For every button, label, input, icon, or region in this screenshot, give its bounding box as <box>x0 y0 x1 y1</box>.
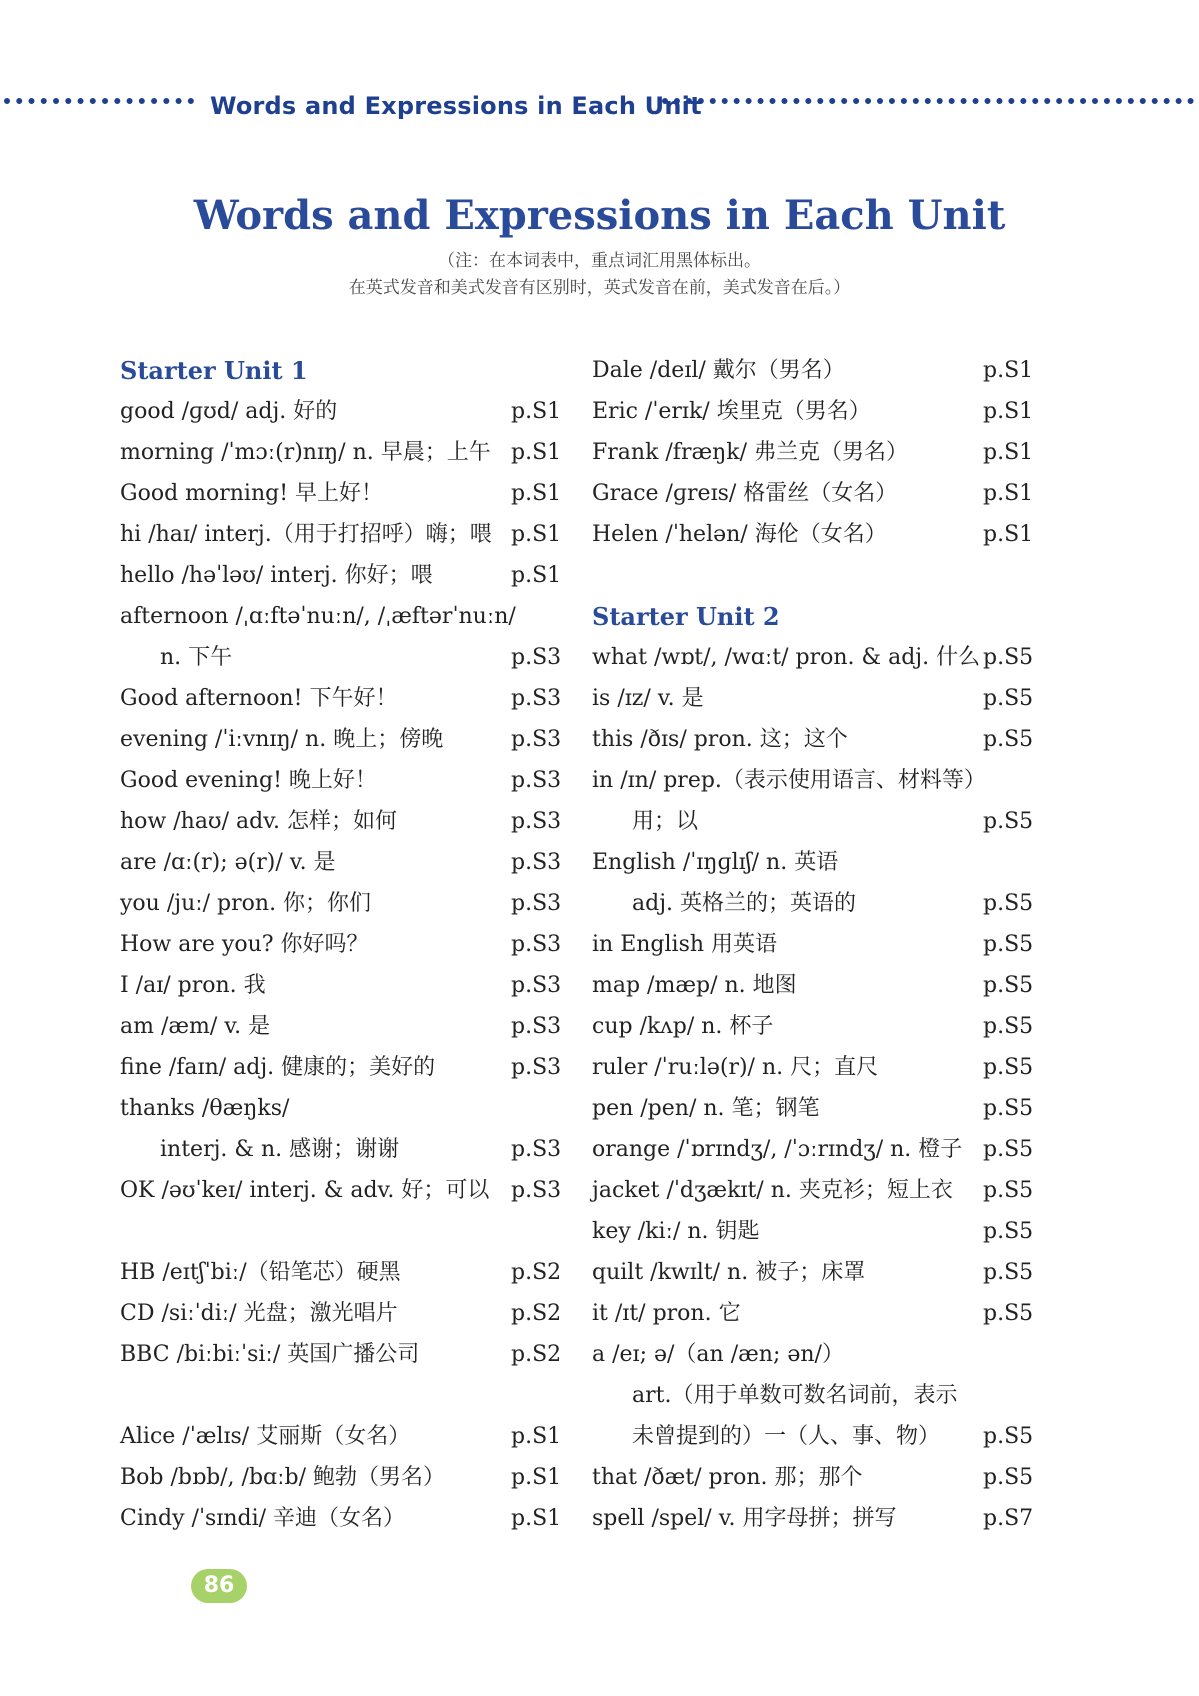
page-number-badge: 86 <box>191 1569 247 1603</box>
entry-text: art.（用于单数可数名词前，表示 <box>632 1383 958 1408</box>
vocab-entry <box>592 678 1032 719</box>
entry-text: thanks /θæŋks/ <box>120 1096 290 1121</box>
page-reference: p.S1 <box>983 358 1034 383</box>
entry-text: hi /haɪ/ interj.（用于打招呼）嗨；喂 <box>120 522 492 547</box>
vocab-entry <box>592 350 1032 391</box>
page-reference: p.S3 <box>511 645 562 670</box>
page-reference: p.S5 <box>983 1465 1034 1490</box>
entry-text: I /aɪ/ pron. 我 <box>120 973 266 998</box>
vocab-entry <box>592 1170 1032 1211</box>
page-reference: p.S1 <box>511 1506 562 1531</box>
vocab-entry <box>592 760 1032 801</box>
page-reference: p.S5 <box>983 1137 1034 1162</box>
note-line-2: 在英式发音和美式发音有区别时，英式发音在前，美式发音在后。） <box>348 278 851 298</box>
entry-text: you /juː/ pron. 你；你们 <box>120 891 372 916</box>
page-reference: p.S5 <box>983 727 1034 752</box>
vocab-entry <box>592 637 1032 678</box>
entry-text: quilt /kwɪlt/ n. 被子；床罩 <box>592 1260 866 1285</box>
entry-text: what /wɒt/, /wɑːt/ pron. & adj. 什么 <box>592 645 981 670</box>
page-reference: p.S1 <box>511 440 562 465</box>
vocab-entry <box>592 1129 1032 1170</box>
entry-text: BBC /biːbiːˈsiː/ 英国广播公司 <box>120 1342 420 1367</box>
entry-text: Bob /bɒb/, /bɑːb/ 鲍勃（男名） <box>120 1465 446 1490</box>
page-reference: p.S5 <box>983 1219 1034 1244</box>
vocab-entry <box>120 1416 560 1457</box>
vocab-entry <box>120 473 560 514</box>
entry-text: cup /kʌp/ n. 杯子 <box>592 1014 774 1039</box>
vocab-entry <box>120 596 560 637</box>
vocab-entry <box>592 883 1032 924</box>
page-reference: p.S3 <box>511 1137 562 1162</box>
vocab-entry <box>120 1252 560 1293</box>
vocab-entry <box>120 719 560 760</box>
vocab-entry <box>592 1088 1032 1129</box>
entry-text: good /ɡʊd/ adj. 好的 <box>120 399 338 424</box>
entry-text: n. 下午 <box>160 645 233 670</box>
unit-heading <box>120 350 560 391</box>
page-reference: p.S3 <box>511 1055 562 1080</box>
vocab-entry <box>120 1457 560 1498</box>
page-reference: p.S5 <box>983 1301 1034 1326</box>
vocab-entry <box>120 965 560 1006</box>
entry-text: adj. 英格兰的；英语的 <box>632 891 857 916</box>
entry-text: Good evening! 晚上好！ <box>120 768 377 793</box>
page-reference: p.S1 <box>511 1424 562 1449</box>
vocab-entry <box>120 883 560 924</box>
vocab-entry <box>120 391 560 432</box>
vocab-entry <box>120 1047 560 1088</box>
left-column <box>120 350 560 1539</box>
vocab-entry <box>120 1006 560 1047</box>
unit-heading-text: Starter Unit 1 <box>120 356 308 385</box>
entry-text: how /haʊ/ adv. 怎样；如何 <box>120 809 397 834</box>
vocab-entry <box>120 1129 560 1170</box>
vocab-entry <box>592 391 1032 432</box>
page-reference: p.S5 <box>983 645 1034 670</box>
vocab-entry <box>592 801 1032 842</box>
entry-text: in English 用英语 <box>592 932 778 957</box>
page-reference: p.S2 <box>511 1301 562 1326</box>
page-reference: p.S1 <box>983 440 1034 465</box>
vocab-entry <box>592 719 1032 760</box>
page-reference: p.S1 <box>983 522 1034 547</box>
page-reference: p.S3 <box>511 1014 562 1039</box>
vocab-entry <box>592 1211 1032 1252</box>
vocab-entry <box>120 555 560 596</box>
vocab-entry <box>592 842 1032 883</box>
vocab-entry <box>592 965 1032 1006</box>
entry-text: is /ɪz/ v. 是 <box>592 686 704 711</box>
page-reference: p.S3 <box>511 850 562 875</box>
vocab-entry <box>120 432 560 473</box>
entry-text: that /ðæt/ pron. 那；那个 <box>592 1465 863 1490</box>
running-header <box>0 92 1199 132</box>
vocab-entry <box>120 1334 560 1375</box>
header-dots-right <box>662 98 1194 114</box>
entry-text: this /ðɪs/ pron. 这；这个 <box>592 727 848 752</box>
entry-text: ruler /ˈruːlə(r)/ n. 尺；直尺 <box>592 1055 879 1080</box>
vocab-entry <box>120 637 560 678</box>
entry-text: 用；以 <box>632 809 699 834</box>
page-reference: p.S1 <box>511 563 562 588</box>
page-reference: p.S5 <box>983 1424 1034 1449</box>
spacer <box>120 1375 560 1416</box>
entry-text: Dale /deɪl/ 戴尔（男名） <box>592 358 845 383</box>
unit-heading <box>592 596 1032 637</box>
page-reference: p.S5 <box>983 1055 1034 1080</box>
page-reference: p.S1 <box>511 1465 562 1490</box>
vocab-entry <box>592 1457 1032 1498</box>
page-reference: p.S3 <box>511 809 562 834</box>
entry-text: 未曾提到的）一（人、事、物） <box>632 1424 941 1449</box>
vocab-entry <box>120 760 560 801</box>
vocab-entry <box>120 842 560 883</box>
page-reference: p.S3 <box>511 1178 562 1203</box>
vocab-entry <box>120 1088 560 1129</box>
page-reference: p.S3 <box>511 891 562 916</box>
entry-text: orange /ˈɒrɪndʒ/, /ˈɔːrɪndʒ/ n. 橙子 <box>592 1137 963 1162</box>
vocab-entry <box>592 1416 1032 1457</box>
vocab-entry <box>592 473 1032 514</box>
page-reference: p.S5 <box>983 891 1034 916</box>
vocab-entry <box>592 1334 1032 1375</box>
page-reference: p.S5 <box>983 1014 1034 1039</box>
entry-text: in /ɪn/ prep.（表示使用语言、材料等） <box>592 768 986 793</box>
entry-text: pen /pen/ n. 笔；钢笔 <box>592 1096 820 1121</box>
page-reference: p.S5 <box>983 1096 1034 1121</box>
spacer <box>592 555 1032 596</box>
entry-text: fine /faɪn/ adj. 健康的；美好的 <box>120 1055 436 1080</box>
running-header-text: Words and Expressions in Each Unit <box>210 92 702 120</box>
page-reference: p.S5 <box>983 686 1034 711</box>
entry-text: How are you? 你好吗？ <box>120 932 369 957</box>
page-reference: p.S3 <box>511 973 562 998</box>
page-title: Words and Expressions in Each Unit <box>193 192 1006 239</box>
entry-text: English /ˈɪŋɡlɪʃ/ n. 英语 <box>592 850 839 875</box>
entry-text: key /kiː/ n. 钥匙 <box>592 1219 760 1244</box>
entry-text: CD /siːˈdiː/ 光盘；激光唱片 <box>120 1301 398 1326</box>
vocab-entry <box>120 801 560 842</box>
entry-text: interj. & n. 感谢；谢谢 <box>160 1137 400 1162</box>
vocab-entry <box>120 514 560 555</box>
vocab-entry <box>592 1047 1032 1088</box>
page-reference: p.S5 <box>983 809 1034 834</box>
right-column <box>592 350 1032 1539</box>
entry-text: hello /həˈləʊ/ interj. 你好；喂 <box>120 563 433 588</box>
header-dots-left <box>4 98 194 114</box>
entry-text: Good afternoon! 下午好！ <box>120 686 398 711</box>
vocab-entry <box>592 1252 1032 1293</box>
entry-text: Alice /ˈælɪs/ 艾丽斯（女名） <box>120 1424 411 1449</box>
page-reference: p.S1 <box>511 522 562 547</box>
vocab-entry <box>592 924 1032 965</box>
entry-text: jacket /ˈdʒækɪt/ n. 夹克衫；短上衣 <box>592 1178 953 1203</box>
vocab-entry <box>120 1498 560 1539</box>
page-reference: p.S1 <box>983 481 1034 506</box>
page-reference: p.S2 <box>511 1260 562 1285</box>
entry-text: it /ɪt/ pron. 它 <box>592 1301 741 1326</box>
vocab-entry <box>592 1498 1032 1539</box>
unit-heading-text: Starter Unit 2 <box>592 602 780 631</box>
page-reference: p.S1 <box>511 399 562 424</box>
page-reference: p.S2 <box>511 1342 562 1367</box>
vocab-entry <box>592 432 1032 473</box>
page-reference: p.S5 <box>983 932 1034 957</box>
vocab-entry <box>120 678 560 719</box>
entry-text: Grace /ɡreɪs/ 格雷丝（女名） <box>592 481 898 506</box>
page-reference: p.S3 <box>511 932 562 957</box>
page-reference: p.S7 <box>983 1506 1034 1531</box>
page-reference: p.S5 <box>983 1178 1034 1203</box>
page-reference: p.S5 <box>983 1260 1034 1285</box>
page-reference: p.S1 <box>983 399 1034 424</box>
entry-text: am /æm/ v. 是 <box>120 1014 271 1039</box>
entry-text: Eric /ˈerɪk/ 埃里克（男名） <box>592 399 871 424</box>
entry-text: spell /spel/ v. 用字母拼；拼写 <box>592 1506 897 1531</box>
entry-text: a /eɪ; ə/（an /æn; ən/） <box>592 1342 844 1367</box>
spacer <box>120 1211 560 1252</box>
entry-text: afternoon /ˌɑːftəˈnuːn/, /ˌæftərˈnuːn/ <box>120 604 516 629</box>
page-reference: p.S5 <box>983 973 1034 998</box>
entry-text: Frank /fræŋk/ 弗兰克（男名） <box>592 440 909 465</box>
vocab-entry <box>592 1375 1032 1416</box>
entry-text: are /ɑː(r); ə(r)/ v. 是 <box>120 850 336 875</box>
vocab-entry <box>120 924 560 965</box>
entry-text: evening /ˈiːvnɪŋ/ n. 晚上；傍晚 <box>120 727 444 752</box>
entry-text: Cindy /ˈsɪndi/ 辛迪（女名） <box>120 1506 406 1531</box>
page-reference: p.S3 <box>511 727 562 752</box>
page-reference: p.S3 <box>511 768 562 793</box>
entry-text: Good morning! 早上好！ <box>120 481 384 506</box>
entry-text: OK /əʊˈkeɪ/ interj. & adv. 好；可以 <box>120 1178 490 1203</box>
page-reference: p.S1 <box>511 481 562 506</box>
entry-text: morning /ˈmɔː(r)nɪŋ/ n. 早晨；上午 <box>120 440 491 465</box>
page-reference: p.S3 <box>511 686 562 711</box>
entry-text: HB /eɪtʃˈbiː/（铅笔芯）硬黑 <box>120 1260 401 1285</box>
vocab-entry <box>592 514 1032 555</box>
entry-text: Helen /ˈhelən/ 海伦（女名） <box>592 522 887 547</box>
note-line-1: （注：在本词表中，重点词汇用黑体标出。 <box>438 251 761 271</box>
vocab-entry <box>592 1006 1032 1047</box>
vocab-entry <box>592 1293 1032 1334</box>
vocab-entry <box>120 1170 560 1211</box>
vocab-entry <box>120 1293 560 1334</box>
entry-text: map /mæp/ n. 地图 <box>592 973 797 998</box>
